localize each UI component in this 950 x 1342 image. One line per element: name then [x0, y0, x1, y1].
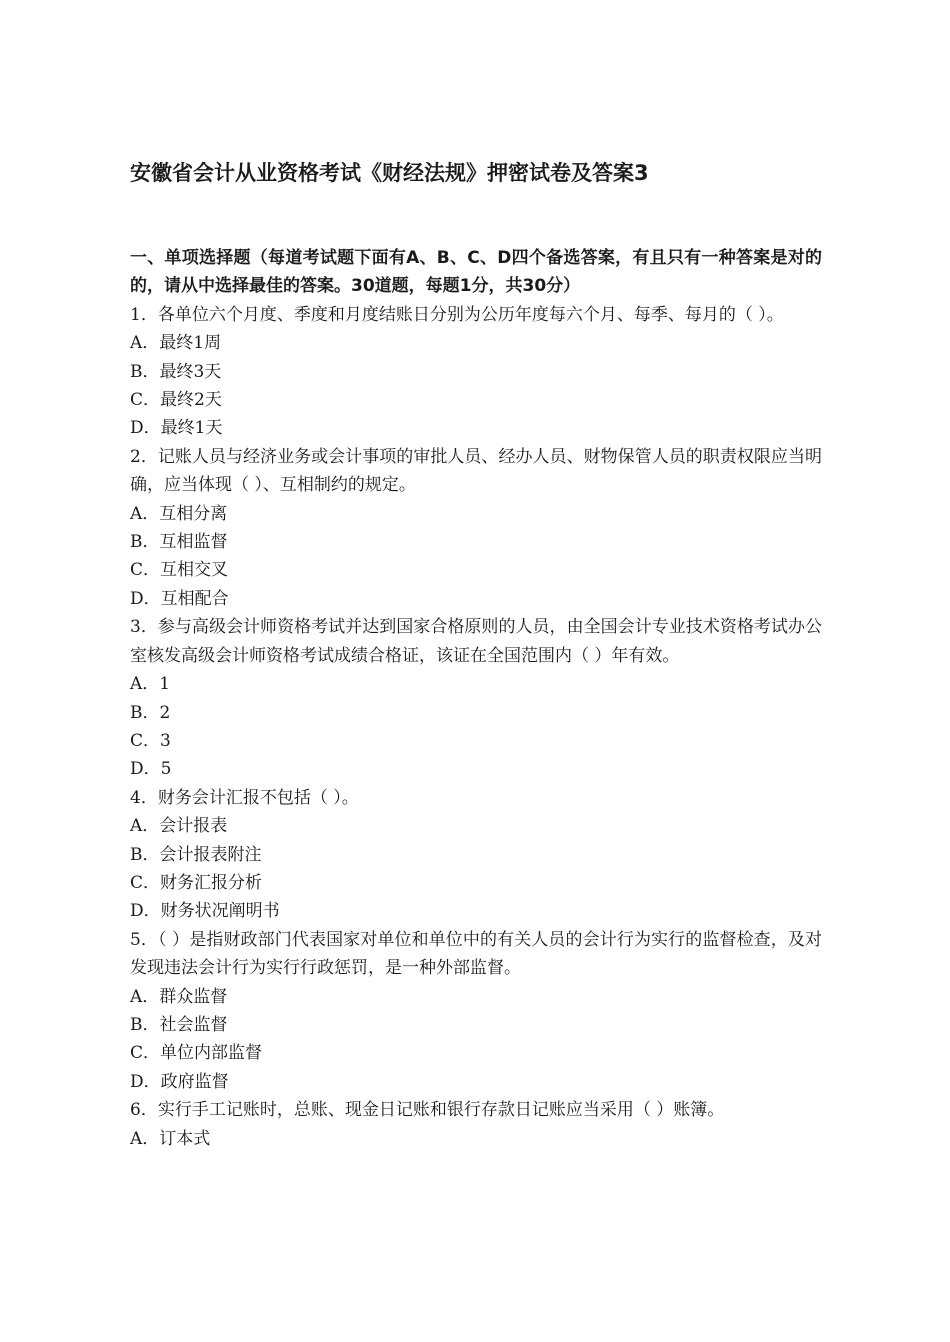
option-d: D．5	[130, 759, 172, 780]
document-content	[130, 244, 822, 1153]
question-3	[130, 613, 822, 783]
question-6	[130, 1096, 822, 1153]
option-b: B．社会监督	[130, 1014, 228, 1035]
option-c: C．单位内部监督	[130, 1043, 263, 1064]
option-c: C．财务汇报分析	[130, 872, 263, 893]
question-text: 6．实行手工记账时，总账、现金日记账和银行存款日记账应当采用（ ）账簿。	[130, 1100, 725, 1121]
option-a: A．互相分离	[130, 503, 228, 524]
question-4	[130, 784, 822, 926]
option-a: A．订本式	[130, 1128, 211, 1149]
question-1	[130, 301, 822, 443]
option-a: A．会计报表	[130, 816, 228, 837]
question-text: 4．财务会计汇报不包括（ ）。	[130, 787, 359, 808]
question-text: 5．（ ）是指财政部门代表国家对单位和单位中的有关人员的会计行为实行的监督检查，及对发现违法会计行为实行行政惩罚，是一种外部监督。	[130, 929, 822, 979]
question-2	[130, 443, 822, 613]
option-d: D．政府监督	[130, 1071, 229, 1092]
section-heading: 一、单项选择题（每道考试题下面有A、B、C、D四个备选答案，有且只有一种答案是对的的，请从中选择最佳的答案。30道题，每题1分，共30分）	[130, 248, 822, 297]
option-b: B．2	[130, 702, 171, 723]
option-d: D．财务状况阐明书	[130, 901, 280, 922]
question-text: 2．记账人员与经济业务或会计事项的审批人员、经办人员、财物保管人员的职责权限应当明确，应当体现（ ）、互相制约的规定。	[130, 446, 822, 496]
option-a: A．最终1周	[130, 333, 222, 354]
document-title: 安徽省会计从业资格考试《财经法规》押密试卷及答案3	[130, 161, 649, 185]
question-text: 3．参与高级会计师资格考试并达到国家合格原则的人员，由全国会计专业技术资格考试办公室核发高级会计师资格考试成绩合格证，该证在全国范围内（ ）年有效。	[130, 617, 822, 666]
option-c: C．最终2天	[130, 390, 222, 411]
option-c: C．互相交叉	[130, 560, 229, 581]
option-c: C．3	[130, 730, 171, 751]
option-a: A．1	[130, 674, 171, 695]
option-b: B．会计报表附注	[130, 844, 262, 865]
option-a: A．群众监督	[130, 986, 228, 1007]
question-text: 1．各单位六个月度、季度和月度结账日分别为公历年度每六个月、每季、每月的（ ）。	[130, 304, 784, 325]
option-d: D．最终1天	[130, 418, 223, 439]
option-d: D．互相配合	[130, 588, 229, 609]
question-5	[130, 926, 822, 1096]
option-b: B．互相监督	[130, 532, 228, 553]
option-b: B．最终3天	[130, 361, 222, 382]
